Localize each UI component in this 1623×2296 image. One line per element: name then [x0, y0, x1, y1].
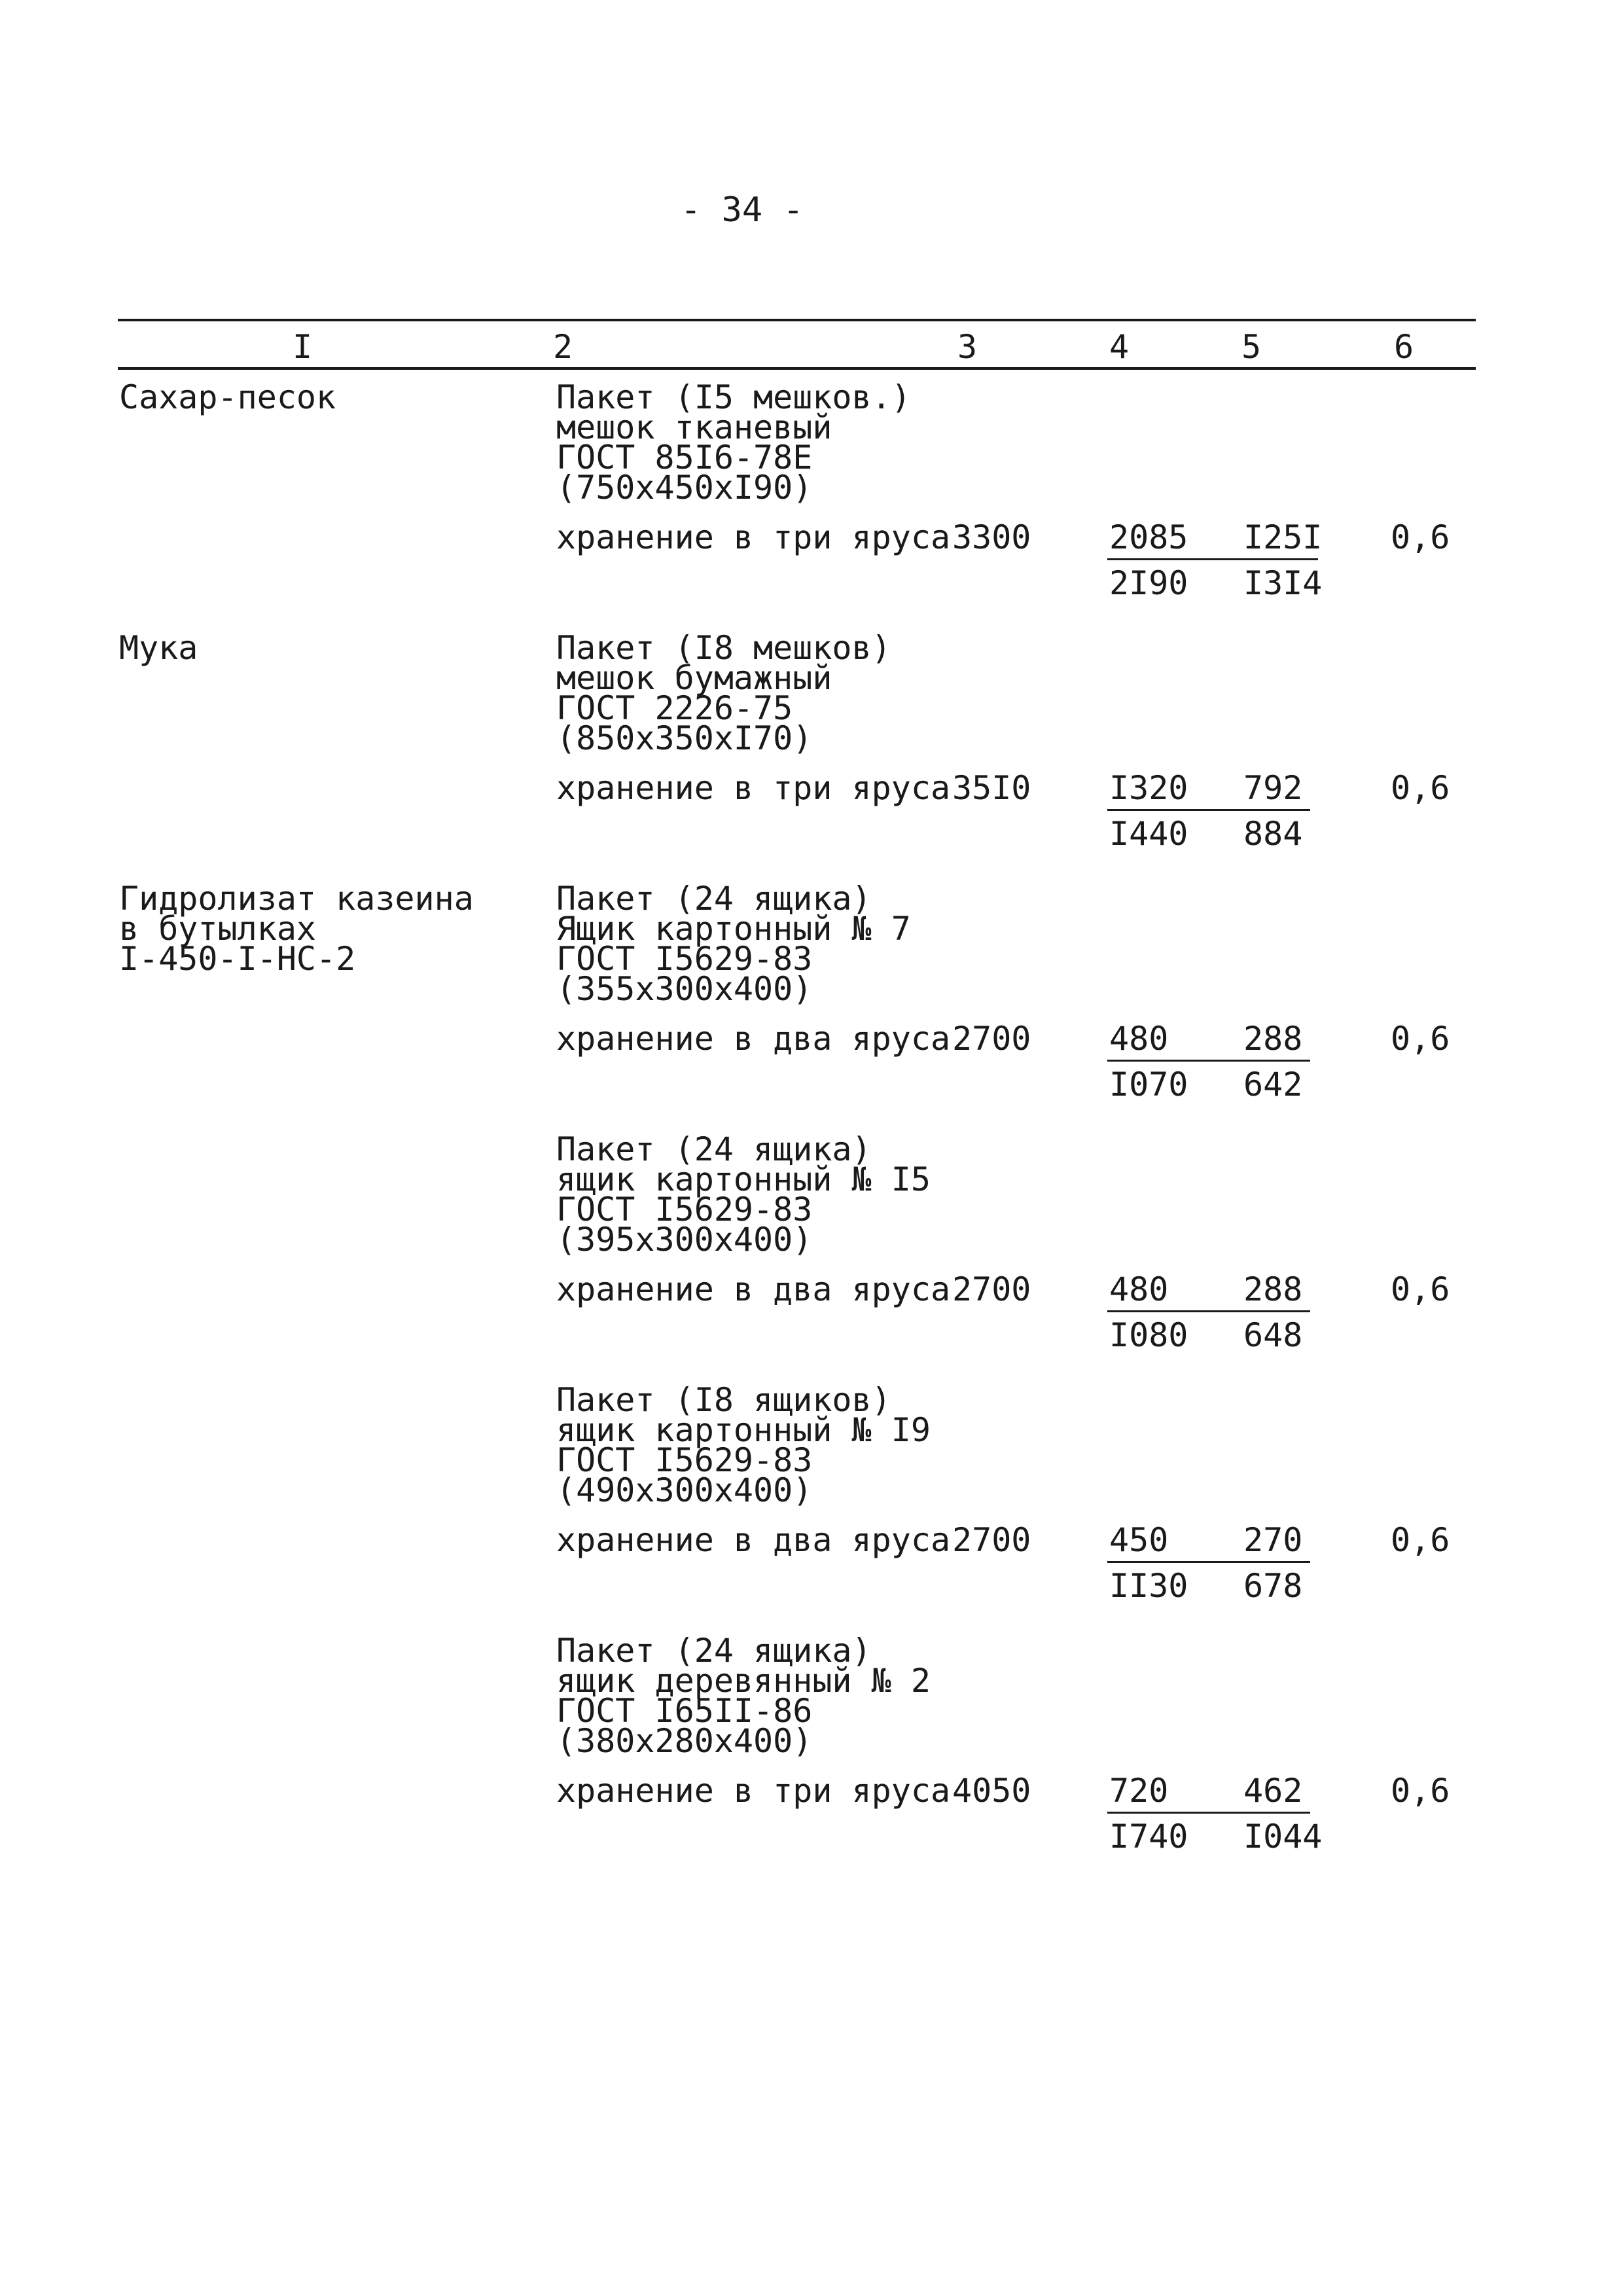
col5-top-value: 270 [1243, 1521, 1303, 1559]
fraction-line [1107, 1060, 1310, 1062]
package-desc-line: ГОСТ 85I6-78Е [556, 439, 813, 476]
package-desc-line: мешок тканевый [556, 408, 832, 446]
col3-value: 2700 [952, 1270, 1031, 1308]
col5-bottom-value: 642 [1243, 1066, 1303, 1103]
package-desc-line: (380х280х400) [556, 1722, 813, 1760]
package-desc-line: (355х300х400) [556, 970, 813, 1008]
col3-value: 4050 [952, 1772, 1031, 1810]
col4-top-value: 450 [1109, 1521, 1169, 1559]
col3-value: 2700 [952, 1020, 1031, 1058]
fraction-line [1107, 1310, 1310, 1312]
col5-top-value: I25I [1243, 518, 1323, 556]
page-number: - 34 - [681, 190, 804, 230]
product-name: I-450-I-НС-2 [119, 940, 356, 978]
storage-method: хранение в три яруса [556, 769, 951, 807]
package-desc-line: ГОСТ I5629-83 [556, 1441, 813, 1479]
package-desc-line: Пакет (I8 мешков) [556, 629, 891, 667]
col4-bottom-value: II30 [1109, 1567, 1188, 1605]
product-name: в бутылках [119, 910, 317, 948]
col6-value: 0,6 [1391, 518, 1450, 556]
package-desc-line: ящик картонный № I9 [556, 1411, 931, 1449]
storage-method: хранение в два яруса [556, 1020, 951, 1058]
package-desc-line: ящик картонный № I5 [556, 1160, 931, 1198]
package-desc-line: Пакет (24 ящика) [556, 880, 872, 918]
package-desc-line: мешок бумажный [556, 659, 832, 697]
package-desc-line: (850х350хI70) [556, 719, 813, 757]
col5-top-value: 288 [1243, 1020, 1303, 1058]
package-desc-line: ящик деревянный № 2 [556, 1662, 931, 1700]
package-desc-line: ГОСТ I5629-83 [556, 1191, 813, 1229]
package-desc-line: ГОСТ I5629-83 [556, 940, 813, 978]
col5-bottom-value: I3I4 [1243, 564, 1323, 602]
fraction-line [1107, 1812, 1310, 1814]
fraction-line [1107, 558, 1318, 560]
product-name: Сахар-песок [119, 378, 336, 416]
col4-bottom-value: I080 [1109, 1316, 1188, 1354]
column-header-6: 6 [1394, 328, 1414, 366]
col6-value: 0,6 [1391, 769, 1450, 807]
storage-method: хранение в два яруса [556, 1521, 951, 1559]
column-header-4: 4 [1109, 328, 1130, 366]
column-header-5: 5 [1241, 328, 1262, 366]
col6-value: 0,6 [1391, 1521, 1450, 1559]
col5-top-value: 462 [1243, 1772, 1303, 1810]
table-header-rule [118, 367, 1476, 370]
col5-bottom-value: 884 [1243, 815, 1303, 853]
package-desc-line: Пакет (24 ящика) [556, 1632, 872, 1670]
col4-top-value: I320 [1109, 769, 1188, 807]
col4-bottom-value: I440 [1109, 815, 1188, 853]
col4-bottom-value: I740 [1109, 1818, 1188, 1856]
storage-method: хранение в три яруса [556, 1772, 951, 1810]
package-desc-line: (750х450хI90) [556, 469, 813, 507]
col6-value: 0,6 [1391, 1270, 1450, 1308]
fraction-line [1107, 809, 1310, 811]
column-header-3: 3 [957, 328, 978, 366]
package-desc-line: Пакет (I5 мешков.) [556, 378, 911, 416]
col4-top-value: 720 [1109, 1772, 1169, 1810]
package-desc-line: (490х300х400) [556, 1471, 813, 1509]
col6-value: 0,6 [1391, 1020, 1450, 1058]
col3-value: 2700 [952, 1521, 1031, 1559]
column-header-2: 2 [553, 328, 573, 366]
col5-top-value: 288 [1243, 1270, 1303, 1308]
package-desc-line: ГОСТ 2226-75 [556, 689, 793, 727]
col6-value: 0,6 [1391, 1772, 1450, 1810]
col3-value: 35I0 [952, 769, 1031, 807]
storage-method: хранение в три яруса [556, 518, 951, 556]
fraction-line [1107, 1561, 1310, 1563]
col5-bottom-value: I044 [1243, 1818, 1323, 1856]
col3-value: 3300 [952, 518, 1031, 556]
col4-bottom-value: I070 [1109, 1066, 1188, 1103]
product-name: Мука [119, 629, 198, 667]
package-desc-line: ГОСТ I65II-86 [556, 1692, 813, 1730]
package-desc-line: Пакет (24 ящика) [556, 1130, 872, 1168]
package-desc-line: Ящик картонный № 7 [556, 910, 911, 948]
table-top-rule [118, 319, 1476, 321]
column-header-1: I [293, 328, 313, 366]
product-name: Гидролизат казеина [119, 880, 474, 918]
package-desc-line: (395х300х400) [556, 1221, 813, 1259]
col5-top-value: 792 [1243, 769, 1303, 807]
storage-method: хранение в два яруса [556, 1270, 951, 1308]
col4-top-value: 480 [1109, 1270, 1169, 1308]
col4-top-value: 2085 [1109, 518, 1188, 556]
col4-bottom-value: 2I90 [1109, 564, 1188, 602]
package-desc-line: Пакет (I8 ящиков) [556, 1381, 891, 1419]
col5-bottom-value: 678 [1243, 1567, 1303, 1605]
col5-bottom-value: 648 [1243, 1316, 1303, 1354]
col4-top-value: 480 [1109, 1020, 1169, 1058]
